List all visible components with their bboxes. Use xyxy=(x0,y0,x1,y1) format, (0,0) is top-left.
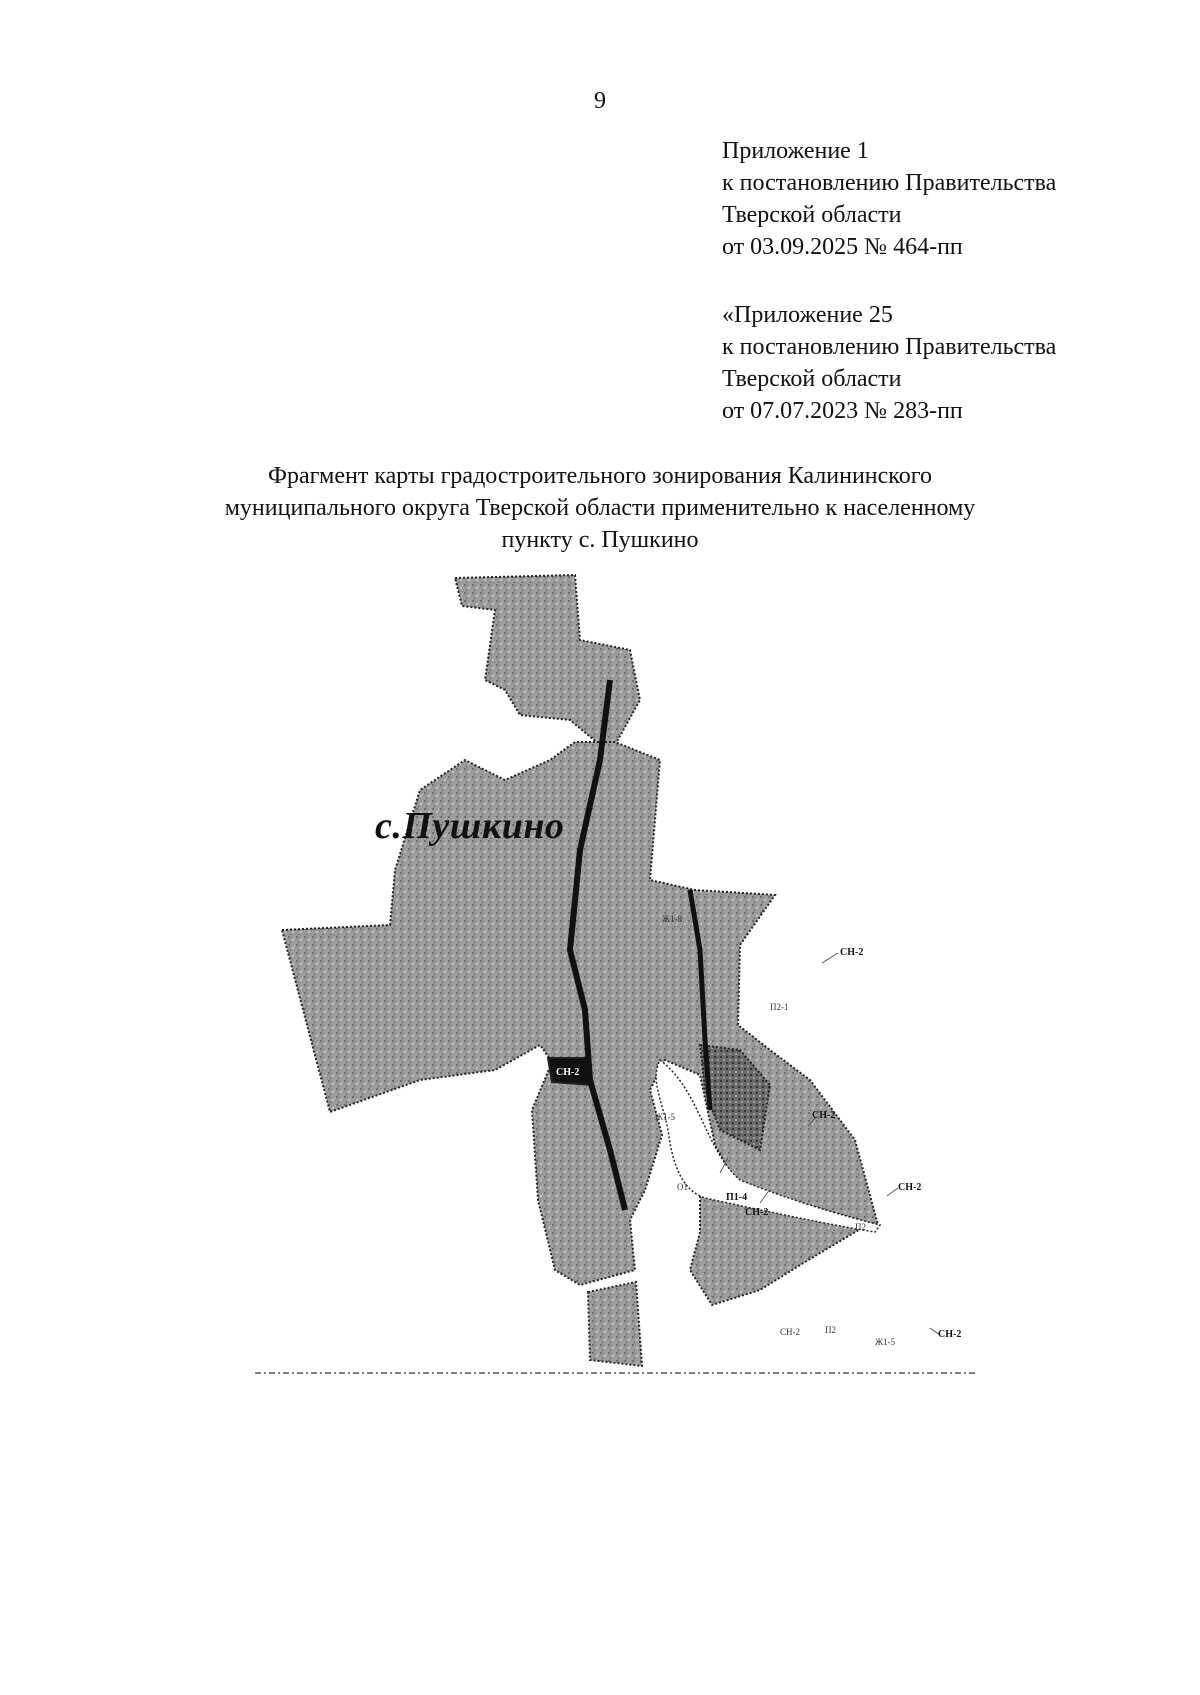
annex-line: Приложение 1 xyxy=(722,138,869,164)
zone-label: СН-2 xyxy=(780,1327,800,1337)
zone-label: Ж1-5 xyxy=(655,1112,676,1122)
zone-label: П2 xyxy=(825,1325,836,1335)
zone-label: Ж1-5 xyxy=(875,1337,896,1347)
zone-label: П2 xyxy=(855,1222,866,1232)
annex-line: от 03.09.2025 № 464-пп xyxy=(722,234,963,260)
annex-line: Тверской области xyxy=(722,202,902,228)
annex-line: к постановлению Правительства xyxy=(722,170,1057,196)
zone-label: П2-1 xyxy=(770,1002,789,1012)
settlement-name: с.Пушкино xyxy=(375,805,565,847)
callout-sn2: СН-2 xyxy=(745,1207,769,1218)
callout-sn2: СН-2 xyxy=(840,947,864,958)
annex-line: к постановлению Правительства xyxy=(722,334,1057,360)
annex-line: «Приложение 25 xyxy=(722,302,893,328)
title-line: муниципального округа Тверской области применительно к населенному xyxy=(224,495,976,521)
zone-label: Ж1-8 xyxy=(662,914,683,924)
callout-sn2-black: СН-2 xyxy=(556,1067,580,1078)
callout-sn2: СН-2 xyxy=(812,1110,836,1121)
page-number: 9 xyxy=(594,88,606,114)
callout-p1-4: П1-4 xyxy=(726,1192,748,1203)
annex-line: Тверской области xyxy=(722,366,902,392)
zone-north xyxy=(455,575,640,745)
zone-south xyxy=(588,1282,642,1366)
callout-sn2: СН-2 xyxy=(938,1329,962,1340)
zone-label: О1 xyxy=(677,1182,688,1192)
callout-sn2: СН-2 xyxy=(898,1182,922,1193)
title-line: пункту с. Пушкино xyxy=(501,527,699,553)
annex-line: от 07.07.2023 № 283-пп xyxy=(722,398,963,424)
title-line: Фрагмент карты градостроительного зонирования Калининского xyxy=(268,463,932,489)
